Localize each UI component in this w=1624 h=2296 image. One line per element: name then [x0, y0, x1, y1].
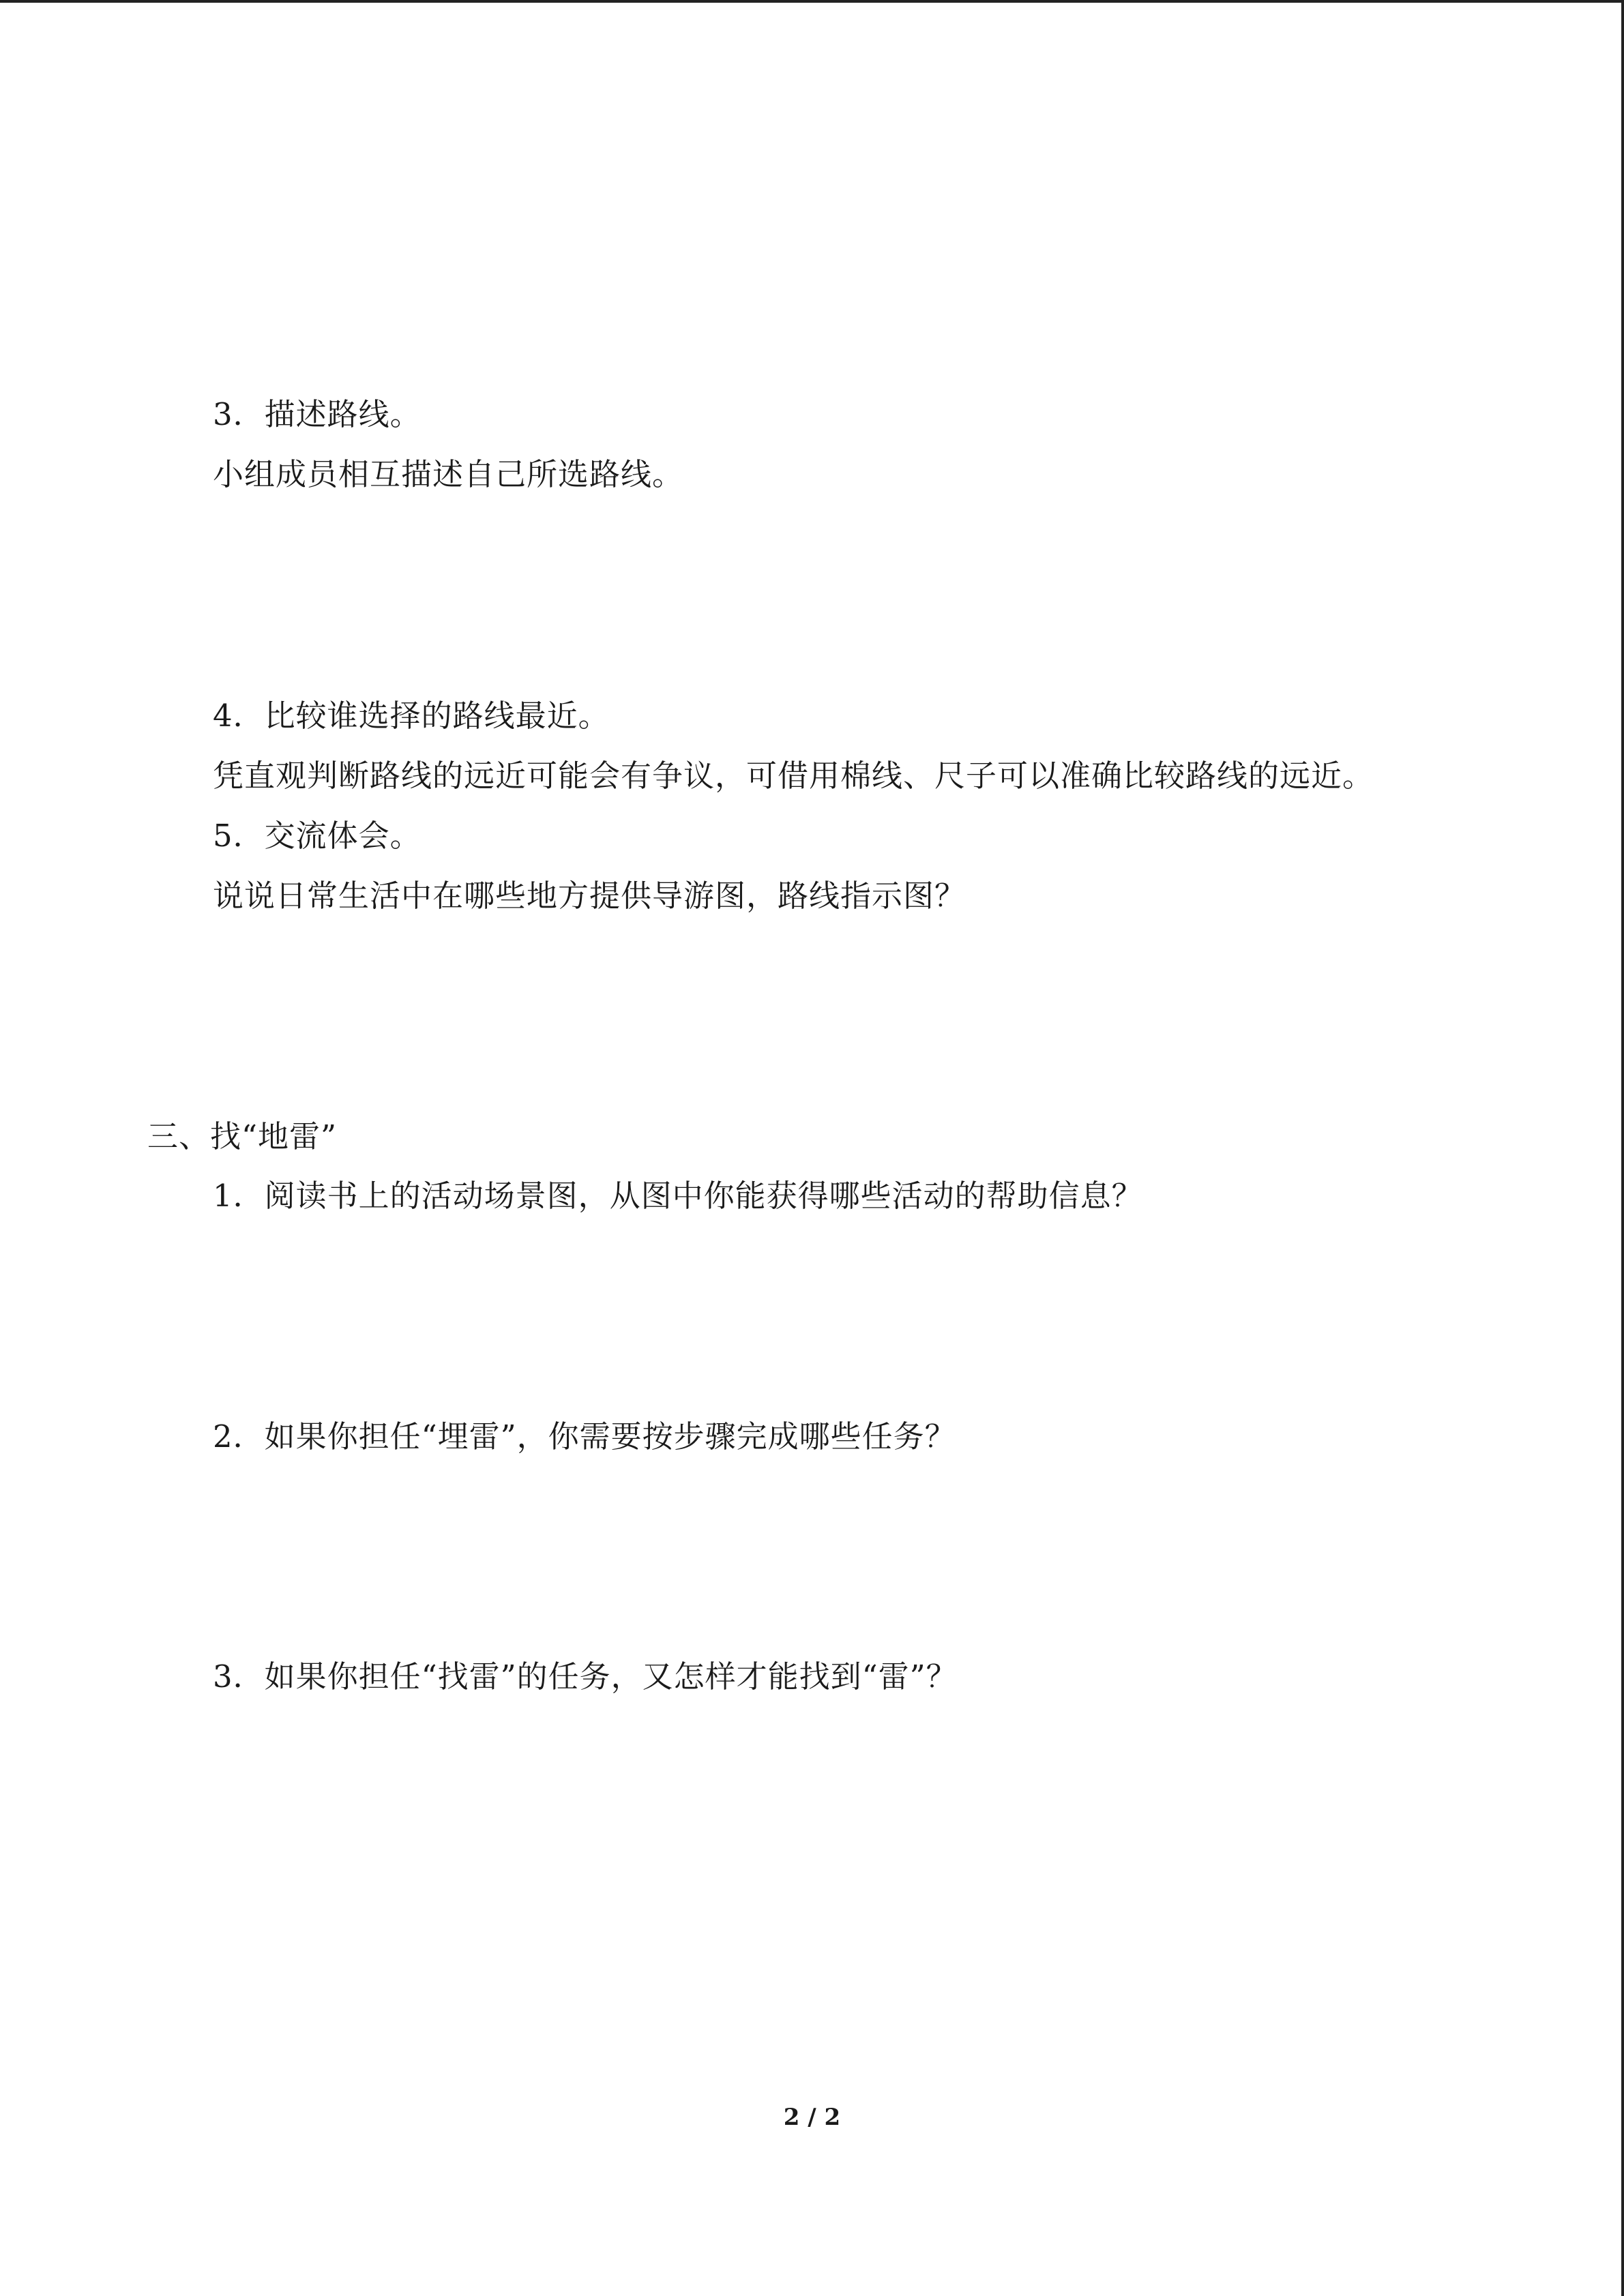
page-number: 2 / 2 — [783, 2104, 841, 2131]
step-3-heading: 3．描述路线。 — [213, 396, 422, 432]
question-2: 2．如果你担任“埋雷”，你需要按步骤完成哪些任务？ — [213, 1418, 956, 1455]
step-5-heading: 5．交流体会。 — [213, 818, 422, 854]
step-4-body: 凭直观判断路线的远近可能会有争议，可借用棉线、尺子可以准确比较路线的远近。 — [213, 758, 1374, 794]
step-5-body: 说说日常生活中在哪些地方提供导游图，路线指示图？ — [213, 878, 966, 914]
question-3: 3．如果你担任“找雷”的任务，又怎样才能找到“雷”？ — [213, 1658, 958, 1695]
step-4-heading: 4．比较谁选择的路线最近。 — [213, 698, 610, 734]
question-1: 1．阅读书上的活动场景图，从图中你能获得哪些活动的帮助信息？ — [213, 1178, 1143, 1214]
step-3-body: 小组成员相互描述自己所选路线。 — [213, 456, 684, 492]
section-3-title: 三、找“地雷” — [147, 1118, 338, 1154]
